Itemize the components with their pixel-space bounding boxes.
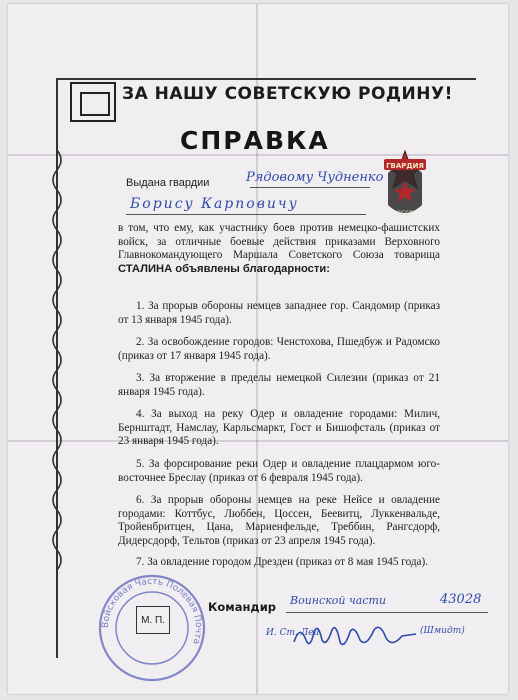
intro-bold-text: СТАЛИНА объявлены благодарности:	[118, 262, 330, 275]
slogan-heading: ЗА НАШУ СОВЕТСКУЮ РОДИНУ!	[122, 84, 453, 104]
badge-lower-label: СССР	[396, 210, 414, 217]
signature-scribble	[290, 618, 420, 654]
commendation-item: 6. За прорыв обороны немцев на реке Нейсе и овладение городами: Коттбус, Люббен, Цоссен, Беевитц, Луккенвальде, Тройенбритцен, Цана, Мариенфельде, Треббин, Рангсдорф, Дидерсдорф, Тельтов (приказ от 23 апреля 1945 года).	[118, 494, 440, 547]
signature-name-handwritten: (Шмидт)	[420, 626, 465, 636]
wavy-border-ornament	[48, 150, 66, 570]
fill-line	[250, 187, 370, 188]
role-handwritten: И. Ст. Лей.	[266, 628, 323, 638]
issued-to-label: Выдана гвардии	[126, 177, 210, 189]
commendation-item: 1. За прорыв обороны немцев западнее гор. Сандомир (приказ от 13 января 1945 года).	[118, 300, 440, 326]
corner-emblem-icon	[70, 82, 116, 122]
intro-text: в том, что ему, как участнику боев против немецко-фашистских войск, за отличные боевые действия приказами Верховного Главнокомандующего Маршала Советского Союза товарища	[118, 222, 440, 262]
unit-handwritten: Воинской части	[290, 594, 387, 607]
stamp-place-box: М. П.	[136, 606, 170, 634]
fill-line	[286, 612, 488, 613]
commendation-item: 2. За освобождение городов: Ченстохова, Пшедбуж и Радомско (приказ от 17 января 1945 года).	[118, 336, 440, 362]
commendation-item: 7. За овладение городом Дрезден (приказ от 8 мая 1945 года).	[136, 556, 429, 568]
recipient-rank-handwritten: Рядовому Чудненко	[246, 170, 384, 185]
commendation-item: 4. За выход на реку Одер и овладение городами: Милич, Бернштадт, Намслау, Карльсмаркт, Гост и Бишофсталь (приказ от 23 января 1945 года).	[118, 408, 440, 448]
frame-top-rule	[56, 78, 476, 80]
fill-line	[126, 214, 366, 215]
commendation-item: 3. За вторжение в пределы немецкой Силезии (приказ от 21 января 1945 года).	[118, 372, 440, 398]
commendation-item: 5. За форсирование реки Одер и овладение плацдармом юго-восточнее Бреслау (приказ от 6 февраля 1945 года).	[118, 458, 440, 484]
badge-label: ГВАРДИЯ	[386, 162, 424, 170]
commander-label: Командир	[208, 600, 276, 614]
unit-number-handwritten: 43028	[440, 592, 482, 607]
intro-paragraph	[118, 222, 440, 276]
recipient-name-handwritten: Борису Карповичу	[130, 196, 299, 212]
stamp-ring-text: Войсковая Часть Полевая Почта	[100, 576, 204, 646]
document-title: СПРАВКА	[180, 126, 330, 155]
guards-badge-icon	[376, 145, 434, 225]
